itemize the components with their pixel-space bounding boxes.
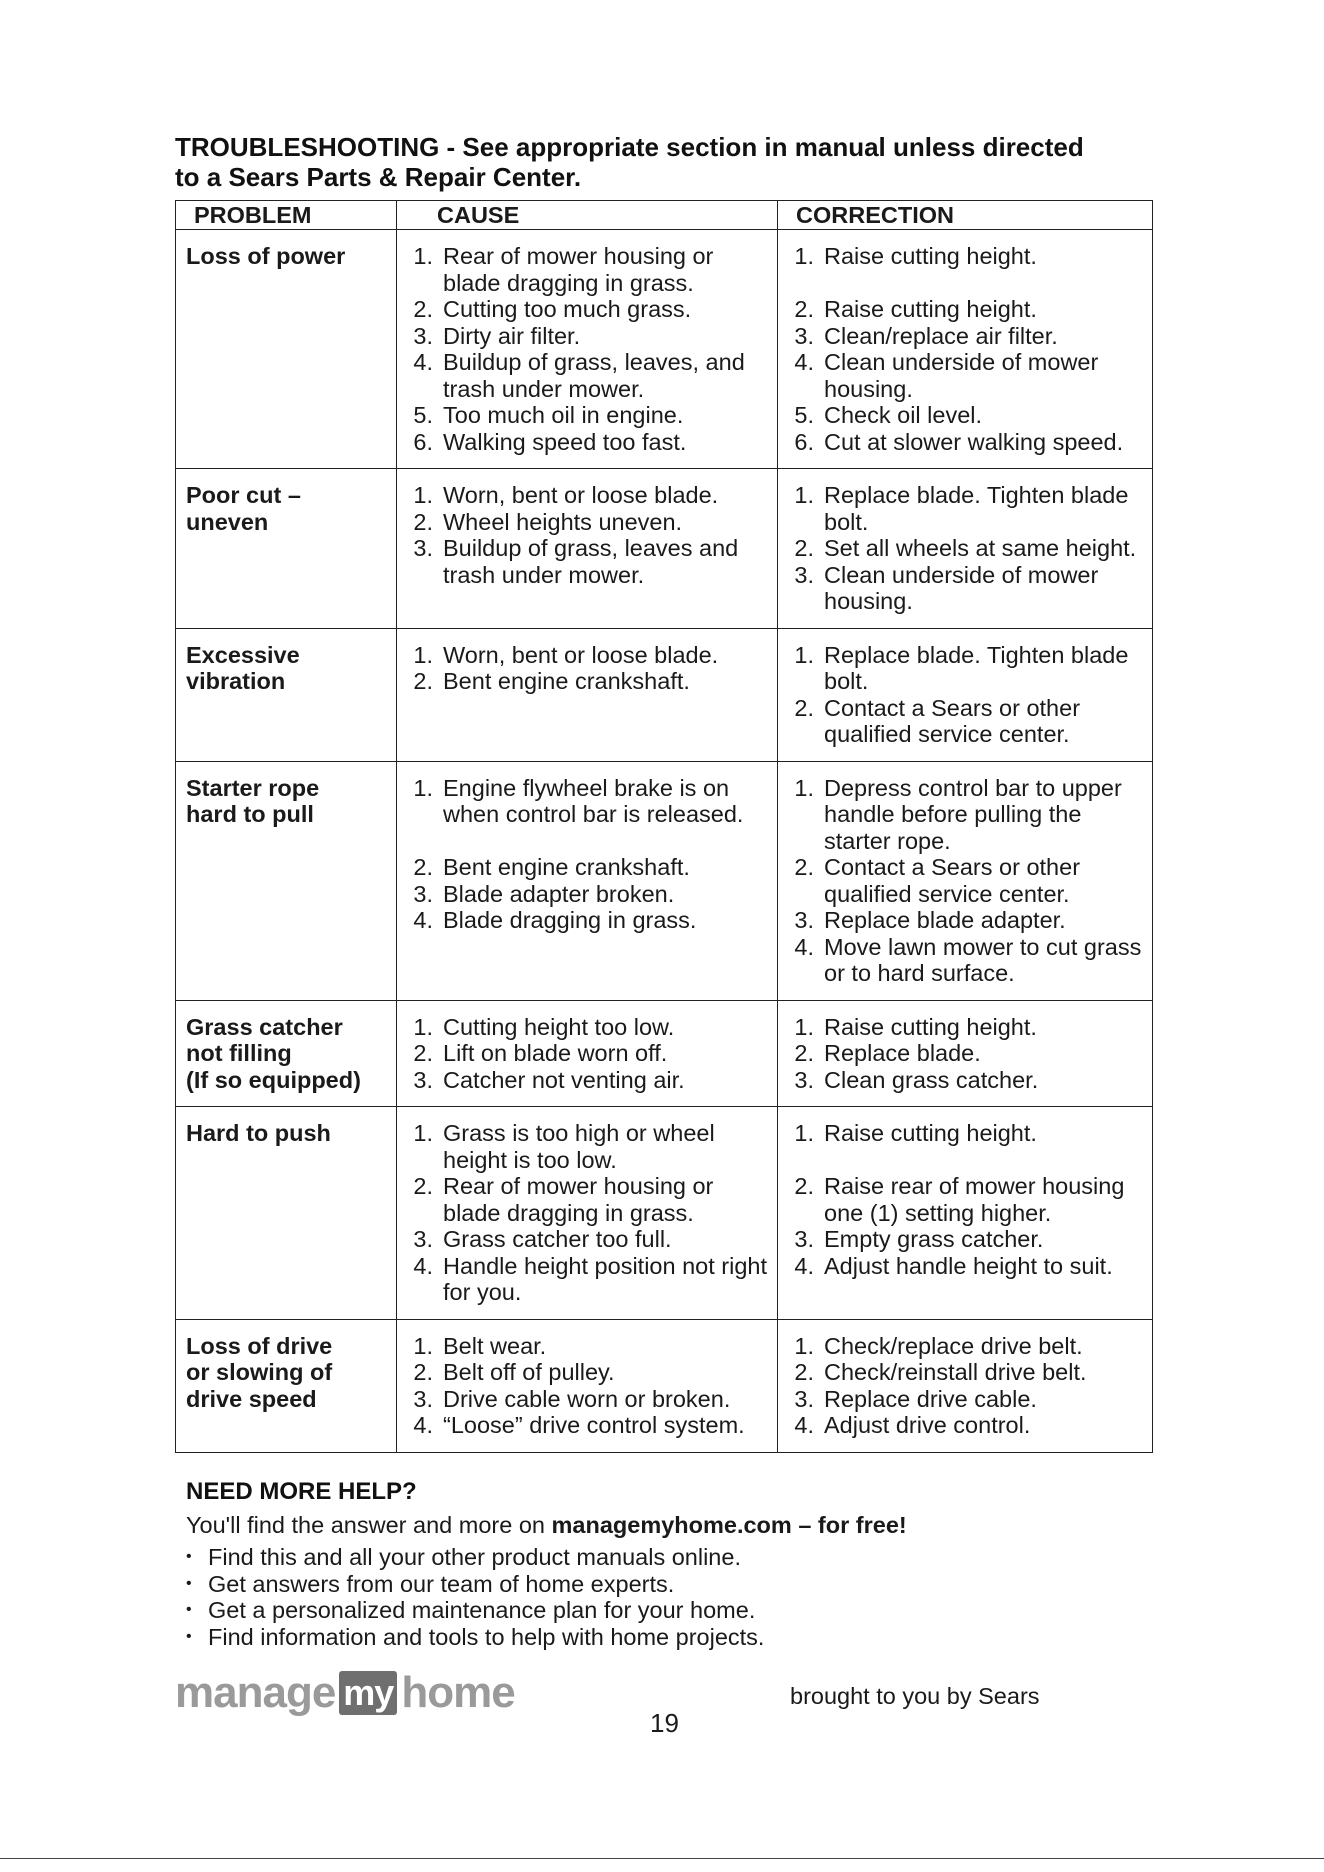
item-number: 1.: [413, 1120, 433, 1146]
item-number: 4.: [413, 349, 433, 375]
correction-cell: [778, 1000, 1153, 1107]
list-item: [407, 668, 769, 695]
item-text: Worn, bent or loose blade.: [443, 482, 719, 508]
help-bullet: [186, 1597, 764, 1624]
item-number: 4.: [794, 1412, 814, 1438]
list-item: [788, 907, 1144, 934]
item-text: Catcher not venting air.: [443, 1066, 685, 1093]
problem-cell: [176, 761, 397, 1000]
item-text: Empty grass catcher.: [824, 1226, 1044, 1252]
item-text: Adjust handle height to suit.: [824, 1252, 1113, 1279]
item-text: Lift on blade worn off.: [443, 1040, 668, 1066]
brought-by-sears: brought to you by Sears: [790, 1683, 1040, 1709]
correction-cell: [778, 628, 1153, 761]
problem-column-header: PROBLEM: [176, 201, 397, 230]
list-item: [788, 1040, 1144, 1067]
list-item: [788, 1226, 1144, 1253]
list-item: [407, 1386, 769, 1413]
list-item: [407, 1040, 769, 1067]
item-number: 4.: [794, 349, 814, 375]
heading-line-1: TROUBLESHOOTING - See appropriate section in manual unless directed: [175, 132, 1084, 162]
item-number: 2.: [794, 854, 814, 880]
item-number: 3.: [413, 880, 433, 907]
item-number: 3.: [413, 1066, 433, 1093]
troubleshooting-table: [175, 200, 1153, 1453]
table-row: [176, 1319, 1153, 1452]
problem-text: Starter rope: [186, 774, 320, 801]
item-text: Adjust drive control.: [824, 1412, 1031, 1438]
item-text: Move lawn mower to cut grass or to hard surface.: [824, 933, 1142, 986]
list-item: [407, 1067, 769, 1094]
item-number: 3.: [413, 1226, 433, 1252]
list-item: [407, 323, 769, 350]
list-item: [788, 1386, 1144, 1413]
item-text: Clean underside of mower housing.: [824, 349, 1099, 402]
item-number: 3.: [794, 561, 814, 588]
table-row: [176, 628, 1153, 761]
page-number: 19: [650, 1708, 679, 1738]
list-item: [407, 349, 769, 402]
item-number: 4.: [794, 933, 814, 960]
item-text: Worn, bent or loose blade.: [443, 641, 719, 668]
table-header-row: [176, 201, 1153, 230]
problem-text: Excessive: [186, 641, 300, 668]
logo-home: home: [401, 1668, 515, 1717]
help-bullet-text: Get a personalized maintenance plan for your home.: [208, 1597, 756, 1623]
list-item: [788, 535, 1144, 562]
logo-my: my: [339, 1671, 397, 1715]
troubleshooting-heading: [175, 132, 1175, 192]
managemyhome-logo: [175, 1668, 515, 1718]
item-number: 1.: [794, 774, 814, 801]
item-number: 3.: [794, 322, 814, 349]
table-row: [176, 230, 1153, 469]
item-text: Clean grass catcher.: [824, 1066, 1039, 1093]
list-item: [788, 1067, 1144, 1094]
item-number: 1.: [794, 1332, 814, 1359]
list-item: [407, 1333, 769, 1360]
item-text: Set all wheels at same height.: [824, 535, 1137, 561]
bullet-dot-icon: •: [186, 1574, 192, 1592]
problem-cell: [176, 628, 397, 761]
problem-text: Poor cut –: [186, 482, 301, 508]
item-number: 2.: [794, 535, 814, 561]
list-item: [788, 1014, 1144, 1041]
list-item: [407, 243, 769, 296]
item-number: 3.: [794, 1066, 814, 1093]
list-item: [788, 1253, 1144, 1280]
item-text: Blade adapter broken.: [443, 880, 675, 907]
item-number: 5.: [794, 402, 814, 428]
item-number: 6.: [413, 428, 433, 455]
help-bullet-list: [186, 1544, 764, 1650]
list-item: [788, 429, 1144, 456]
table-row: [176, 1107, 1153, 1320]
problem-cell: [176, 1107, 397, 1320]
list-item: [407, 1412, 769, 1439]
item-number: 1.: [794, 482, 814, 508]
item-text: Drive cable worn or broken.: [443, 1385, 731, 1412]
list-item: [788, 482, 1144, 535]
correction-cell: [778, 761, 1153, 1000]
item-text: Handle height position not right for you.: [443, 1252, 767, 1305]
item-text: Check/replace drive belt.: [824, 1332, 1083, 1359]
list-item: [407, 642, 769, 669]
cause-cell: [397, 469, 778, 629]
item-text: “Loose” drive control system.: [443, 1412, 745, 1438]
help-intro: [186, 1512, 907, 1539]
list-item: [788, 402, 1144, 429]
list-item: [407, 854, 769, 881]
item-text: Cut at slower walking speed.: [824, 428, 1124, 455]
item-number: 1.: [794, 1013, 814, 1040]
item-number: 2.: [413, 854, 433, 880]
problem-text: Loss of drive: [186, 1332, 333, 1359]
item-number: 2.: [413, 508, 433, 535]
cause-cell: [397, 628, 778, 761]
item-number: 2.: [794, 694, 814, 721]
item-text: Check/reinstall drive belt.: [824, 1359, 1087, 1385]
item-text: Cutting height too low.: [443, 1013, 675, 1040]
item-number: 3.: [794, 1226, 814, 1252]
list-item: [407, 429, 769, 456]
item-text: Clean/replace air filter.: [824, 322, 1058, 349]
item-number: 1.: [413, 1013, 433, 1040]
help-intro-link[interactable]: managemyhome.com – for free!: [551, 1512, 907, 1538]
list-item: [407, 1120, 769, 1173]
item-number: 2.: [794, 1359, 814, 1385]
problem-text: Grass catcher: [186, 1013, 343, 1040]
list-item: [788, 1120, 1144, 1147]
item-text: Replace blade. Tighten blade bolt.: [824, 482, 1129, 535]
item-number: 1.: [794, 641, 814, 668]
list-item: [788, 296, 1144, 323]
list-item: [788, 934, 1144, 987]
correction-cell: [778, 1319, 1153, 1452]
item-text: Raise cutting height.: [824, 296, 1037, 322]
list-item: [407, 402, 769, 429]
need-more-help-title: NEED MORE HELP?: [186, 1478, 417, 1505]
item-number: 1.: [413, 641, 433, 668]
correction-cell: [778, 230, 1153, 469]
item-text: Contact a Sears or other qualified service center.: [824, 854, 1081, 907]
item-text: Wheel heights uneven.: [443, 508, 683, 535]
problem-text: (If so equipped): [186, 1066, 361, 1093]
item-text: Buildup of grass, leaves, and trash under mower.: [443, 349, 745, 402]
item-number: 2.: [413, 296, 433, 322]
problem-text: not filling: [186, 1040, 292, 1066]
item-number: 2.: [794, 1173, 814, 1199]
problem-cell: [176, 1000, 397, 1107]
problem-text: drive speed: [186, 1385, 317, 1412]
list-item: [407, 509, 769, 536]
item-number: 1.: [413, 1332, 433, 1359]
item-number: 1.: [794, 1120, 814, 1146]
item-text: Raise cutting height.: [824, 1013, 1037, 1040]
item-number: 4.: [794, 1252, 814, 1279]
problem-text: or slowing of: [186, 1359, 333, 1385]
item-number: 4.: [413, 907, 433, 933]
cause-cell: [397, 1107, 778, 1320]
item-text: Grass catcher too full.: [443, 1226, 672, 1252]
list-item: [788, 1333, 1144, 1360]
list-item: [788, 642, 1144, 695]
help-bullet: [186, 1624, 764, 1651]
help-bullet-text: Find this and all your other product manuals online.: [208, 1544, 741, 1570]
item-text: Replace blade adapter.: [824, 907, 1066, 933]
problem-text: hard to pull: [186, 801, 314, 827]
list-item: [788, 243, 1144, 270]
item-text: Buildup of grass, leaves and trash under mower.: [443, 535, 739, 588]
item-number: 5.: [413, 402, 433, 428]
logo-manage: manage: [175, 1668, 336, 1717]
problem-text: vibration: [186, 668, 286, 694]
cause-cell: [397, 1319, 778, 1452]
problem-text: Loss of power: [186, 243, 346, 269]
list-item: [407, 1173, 769, 1226]
item-text: Belt wear.: [443, 1332, 547, 1359]
list-item: [788, 1173, 1144, 1226]
item-text: Dirty air filter.: [443, 322, 581, 349]
bullet-dot-icon: •: [186, 1548, 192, 1565]
cause-column-header: CAUSE: [397, 201, 778, 230]
list-item: [407, 881, 769, 908]
item-text: Bent engine crankshaft.: [443, 854, 690, 880]
page-bottom-divider: [0, 1858, 1324, 1859]
cause-cell: [397, 761, 778, 1000]
list-item: [788, 695, 1144, 748]
bullet-dot-icon: •: [186, 1627, 192, 1645]
table-row: [176, 469, 1153, 629]
item-text: Raise rear of mower housing one (1) setting higher.: [824, 1173, 1125, 1226]
item-text: Rear of mower housing or blade dragging in grass.: [443, 1173, 714, 1226]
help-bullet-text: Get answers from our team of home experts.: [208, 1570, 675, 1597]
table-row: [176, 761, 1153, 1000]
list-item: [407, 482, 769, 509]
table-row: [176, 1000, 1153, 1107]
list-item: [788, 1359, 1144, 1386]
item-number: 3.: [413, 1385, 433, 1412]
item-number: 3.: [794, 907, 814, 933]
list-item: [407, 907, 769, 934]
correction-cell: [778, 469, 1153, 629]
item-text: Grass is too high or wheel height is too low.: [443, 1120, 715, 1173]
bullet-dot-icon: •: [186, 1601, 192, 1618]
item-number: 2.: [794, 1040, 814, 1066]
item-text: Depress control bar to upper handle before pulling the starter rope.: [824, 774, 1122, 854]
item-number: 2.: [413, 1173, 433, 1199]
item-number: 2.: [413, 668, 433, 694]
item-text: Too much oil in engine.: [443, 402, 684, 428]
list-item: [788, 562, 1144, 615]
problem-cell: [176, 230, 397, 469]
item-text: Bent engine crankshaft.: [443, 668, 690, 694]
list-item: [788, 323, 1144, 350]
item-number: 1.: [794, 243, 814, 269]
list-item: [407, 1359, 769, 1386]
item-text: Clean underside of mower housing.: [824, 561, 1099, 614]
item-number: 1.: [413, 482, 433, 508]
problem-text: uneven: [186, 508, 269, 535]
item-number: 1.: [413, 774, 433, 801]
item-text: Contact a Sears or other qualified service center.: [824, 694, 1081, 747]
list-item: [407, 535, 769, 588]
item-number: 6.: [794, 428, 814, 455]
help-intro-text: You'll find the answer and more on: [186, 1512, 552, 1538]
item-text: Check oil level.: [824, 402, 983, 428]
item-text: Rear of mower housing or blade dragging in grass.: [443, 243, 714, 296]
help-bullet: [186, 1544, 764, 1571]
item-number: 3.: [794, 1385, 814, 1412]
item-text: Cutting too much grass.: [443, 296, 692, 322]
problem-cell: [176, 1319, 397, 1452]
item-text: Walking speed too fast.: [443, 428, 687, 455]
list-item: [407, 775, 769, 828]
correction-column-header: CORRECTION: [778, 201, 1153, 230]
list-item: [407, 296, 769, 323]
list-item: [788, 775, 1144, 855]
help-bullet: [186, 1571, 764, 1598]
item-text: Raise cutting height.: [824, 243, 1037, 269]
heading-line-2: to a Sears Parts & Repair Center.: [175, 162, 582, 192]
item-number: 3.: [413, 535, 433, 561]
item-text: Belt off of pulley.: [443, 1359, 615, 1385]
item-number: 2.: [413, 1359, 433, 1385]
problem-text: Hard to push: [186, 1120, 331, 1146]
list-item: [788, 349, 1144, 402]
list-item: [407, 1226, 769, 1253]
list-item: [407, 1253, 769, 1306]
item-text: Replace blade. Tighten blade bolt.: [824, 641, 1129, 694]
list-item: [788, 854, 1144, 907]
item-number: 2.: [413, 1040, 433, 1066]
item-text: Replace drive cable.: [824, 1385, 1037, 1412]
item-text: Raise cutting height.: [824, 1120, 1037, 1146]
item-number: 2.: [794, 296, 814, 322]
correction-cell: [778, 1107, 1153, 1320]
problem-cell: [176, 469, 397, 629]
item-text: Replace blade.: [824, 1040, 981, 1066]
list-item: [788, 1412, 1144, 1439]
item-text: Engine flywheel brake is on when control bar is released.: [443, 774, 744, 827]
item-number: 4.: [413, 1252, 433, 1279]
list-item: [407, 1014, 769, 1041]
cause-cell: [397, 230, 778, 469]
item-number: 1.: [413, 243, 433, 269]
item-number: 4.: [413, 1412, 433, 1438]
help-bullet-text: Find information and tools to help with home projects.: [208, 1623, 765, 1650]
item-text: Blade dragging in grass.: [443, 907, 697, 933]
cause-cell: [397, 1000, 778, 1107]
item-number: 3.: [413, 322, 433, 349]
